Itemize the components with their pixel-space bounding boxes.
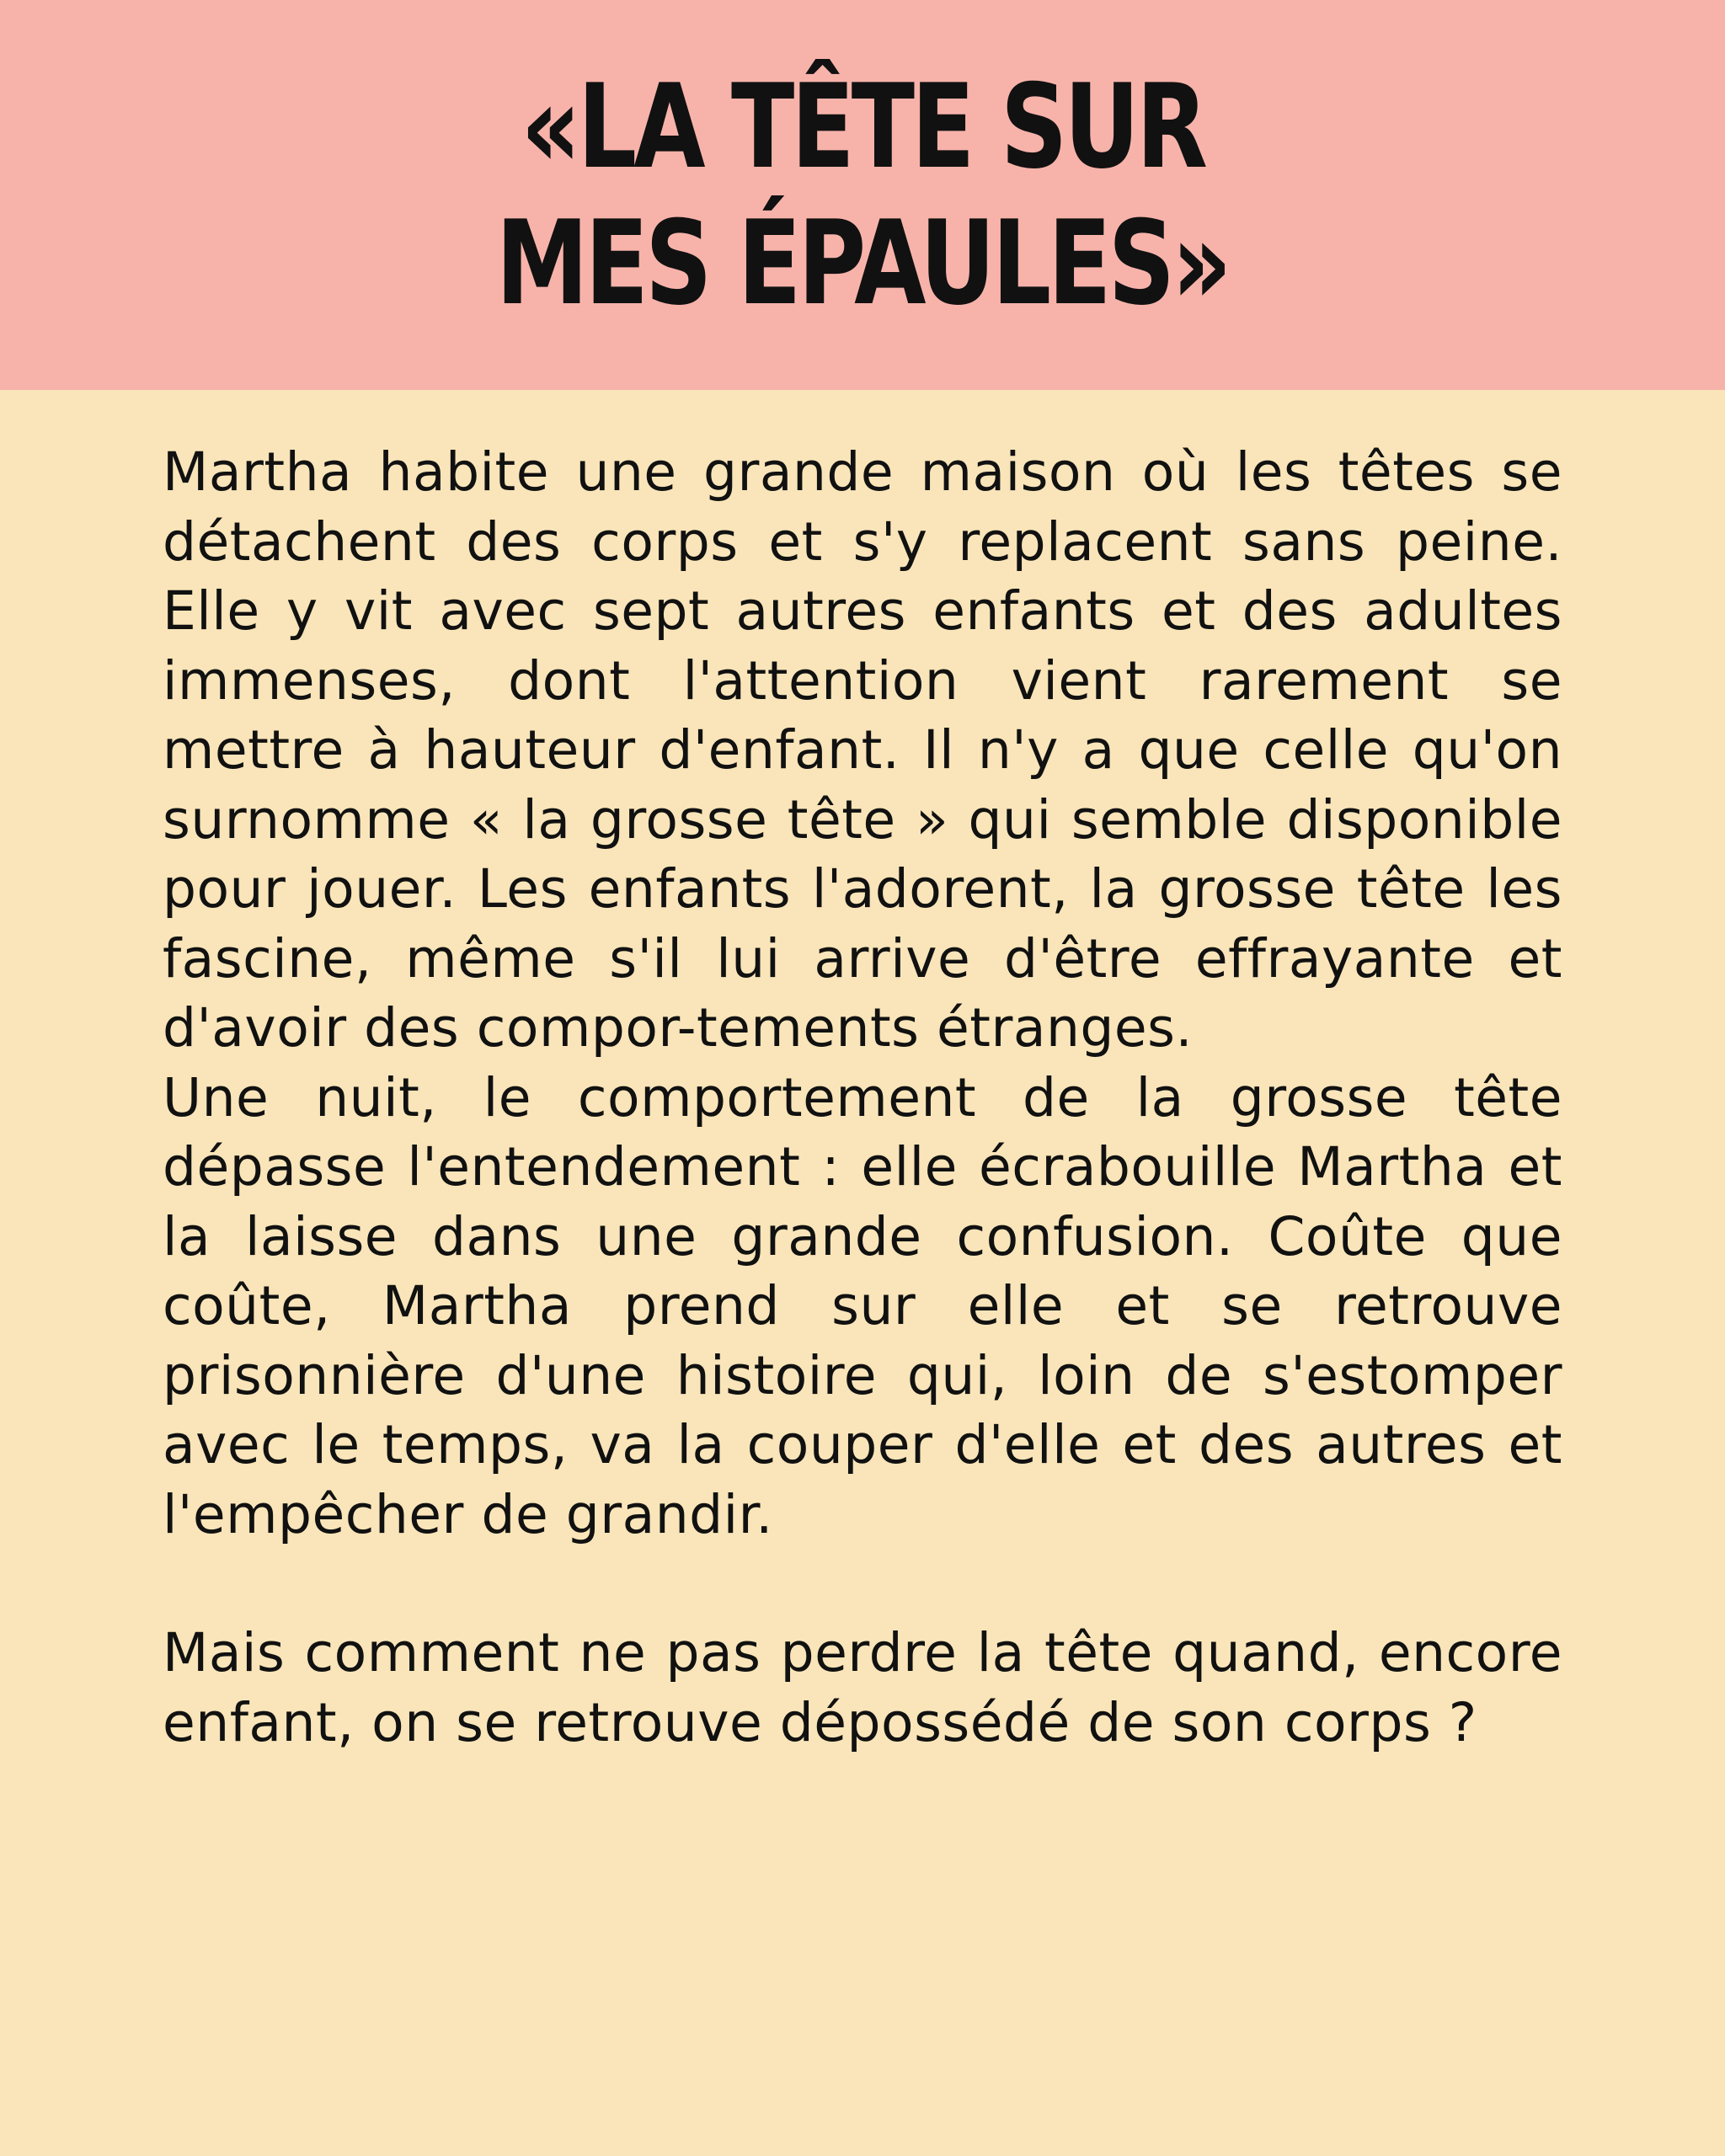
book-title-line-1: «LA TÊTE SUR [521, 59, 1204, 195]
synopsis-paragraph-3: Mais comment ne pas perdre la tête quand, encore enfant, on se retrouve dépossédé de son corps ? [163, 1622, 1562, 1753]
synopsis-text [163, 438, 1562, 1758]
synopsis-paragraph-2: Une nuit, le comportement de la grosse tête dépasse l'entendement : elle écrabouille Martha et la laisse dans une grande confusion. Coûte que coûte, Martha prend sur elle et se retrouve prisonnière d'une histoire qui, loin de s'estomper avec le temps, va la couper d'elle et des autres et l'empêcher de grandir. [163, 1066, 1562, 1545]
title-banner [0, 0, 1725, 390]
book-title-line-2: MES ÉPAULES» [496, 195, 1229, 331]
synopsis-paragraph-1: Martha habite une grande maison où les têtes se détachent des corps et s'y replacent sans peine. Elle y vit avec sept autres enfants et des adultes immenses, dont l'attention vient rarement se mettre à hauteur d'enfant. Il n'y a que celle qu'on surnomme « la grosse tête » qui semble disponible pour jouer. Les enfants l'adorent, la grosse tête les fascine, même s'il lui arrive d'être effrayante et d'avoir des compor-tements étranges. [163, 441, 1562, 1059]
